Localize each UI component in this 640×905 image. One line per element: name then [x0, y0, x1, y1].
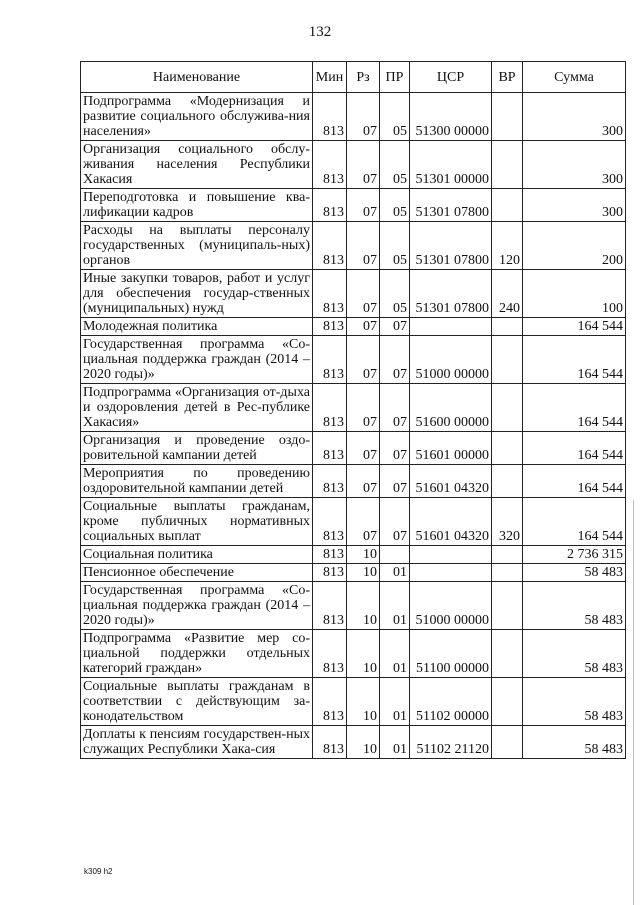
page-number: 132	[308, 24, 332, 40]
cell-sum: 58 483	[523, 726, 626, 759]
cell-name: Социальные выплаты гражданам, кроме публичных нормативных социальных выплат	[81, 498, 313, 546]
table-row	[81, 222, 626, 270]
cell-min: 813	[313, 726, 347, 759]
cell-csr: 51301 07800	[410, 222, 492, 270]
cell-min: 813	[313, 270, 347, 318]
cell-pr: 07	[380, 465, 410, 498]
cell-name: Государственная программа «Со-циальная поддержка граждан (2014 – 2020 годы)»	[81, 336, 313, 384]
table-row	[81, 678, 626, 726]
cell-min: 813	[313, 630, 347, 678]
cell-sum: 164 544	[523, 336, 626, 384]
cell-name: Доплаты к пенсиям государствен-ных служащих Республики Хака-сия	[81, 726, 313, 759]
cell-name: Подпрограмма «Развитие мер со-циальной поддержки отдельных категорий граждан»	[81, 630, 313, 678]
cell-csr: 51301 00000	[410, 141, 492, 189]
cell-rz: 07	[347, 432, 380, 465]
cell-pr: 05	[380, 93, 410, 141]
cell-min: 813	[313, 582, 347, 630]
cell-pr: 05	[380, 189, 410, 222]
header-vr: ВР	[492, 62, 523, 93]
cell-name: Мероприятия по проведению оздоровительной кампании детей	[81, 465, 313, 498]
cell-name: Организация социального обслу-живания населения Республики Хакасия	[81, 141, 313, 189]
cell-csr: 51601 00000	[410, 432, 492, 465]
cell-csr: 51000 00000	[410, 336, 492, 384]
cell-rz: 07	[347, 270, 380, 318]
cell-vr: 120	[492, 222, 523, 270]
cell-rz: 10	[347, 582, 380, 630]
cell-vr	[492, 564, 523, 582]
cell-rz: 07	[347, 336, 380, 384]
cell-rz: 07	[347, 384, 380, 432]
cell-name: Организация и проведение оздо-ровительной кампании детей	[81, 432, 313, 465]
cell-vr	[492, 141, 523, 189]
cell-vr	[492, 582, 523, 630]
cell-sum: 58 483	[523, 582, 626, 630]
budget-table	[80, 61, 626, 759]
cell-min: 813	[313, 465, 347, 498]
cell-csr: 51301 07800	[410, 270, 492, 318]
cell-name: Подпрограмма «Модернизация и развитие социального обслужива-ния населения»	[81, 93, 313, 141]
cell-csr: 51102 00000	[410, 678, 492, 726]
cell-csr	[410, 318, 492, 336]
cell-rz: 10	[347, 678, 380, 726]
scan-edge-line	[633, 500, 634, 905]
cell-min: 813	[313, 189, 347, 222]
table-row	[81, 630, 626, 678]
cell-rz: 07	[347, 498, 380, 546]
cell-min: 813	[313, 141, 347, 189]
table-row	[81, 498, 626, 546]
cell-sum: 2 736 315	[523, 546, 626, 564]
cell-csr: 51000 00000	[410, 582, 492, 630]
cell-pr: 07	[380, 498, 410, 546]
table-row	[81, 384, 626, 432]
cell-vr: 320	[492, 498, 523, 546]
cell-vr	[492, 678, 523, 726]
header-pr: ПР	[380, 62, 410, 93]
cell-min: 813	[313, 93, 347, 141]
cell-min: 813	[313, 564, 347, 582]
cell-pr: 01	[380, 726, 410, 759]
table-row	[81, 432, 626, 465]
cell-sum: 300	[523, 141, 626, 189]
cell-name: Пенсионное обеспечение	[81, 564, 313, 582]
cell-min: 813	[313, 678, 347, 726]
cell-name: Государственная программа «Со-циальная поддержка граждан (2014 – 2020 годы)»	[81, 582, 313, 630]
cell-min: 813	[313, 498, 347, 546]
cell-pr: 07	[380, 432, 410, 465]
cell-rz: 07	[347, 141, 380, 189]
cell-pr: 07	[380, 384, 410, 432]
cell-sum: 164 544	[523, 384, 626, 432]
cell-pr: 05	[380, 222, 410, 270]
cell-min: 813	[313, 222, 347, 270]
table-row	[81, 465, 626, 498]
cell-name: Социальная политика	[81, 546, 313, 564]
header-rz: Рз	[347, 62, 380, 93]
cell-vr	[492, 546, 523, 564]
cell-pr: 07	[380, 336, 410, 384]
table-row	[81, 141, 626, 189]
table-row	[81, 318, 626, 336]
cell-csr: 51600 00000	[410, 384, 492, 432]
cell-name: Расходы на выплаты персоналу государственных (муниципаль-ных) органов	[81, 222, 313, 270]
cell-vr	[492, 93, 523, 141]
cell-csr	[410, 546, 492, 564]
cell-pr	[380, 546, 410, 564]
table-header-row	[81, 62, 626, 93]
cell-csr: 51601 04320	[410, 465, 492, 498]
cell-sum: 58 483	[523, 678, 626, 726]
cell-name: Подпрограмма «Организация от-дыха и оздоровления детей в Рес-публике Хакасия»	[81, 384, 313, 432]
cell-sum: 164 544	[523, 432, 626, 465]
cell-vr	[492, 318, 523, 336]
footer-code: k309 h2	[84, 867, 113, 876]
cell-csr: 51100 00000	[410, 630, 492, 678]
cell-min: 813	[313, 318, 347, 336]
cell-sum: 300	[523, 93, 626, 141]
cell-csr: 51301 07800	[410, 189, 492, 222]
cell-sum: 164 544	[523, 465, 626, 498]
header-sum: Сумма	[523, 62, 626, 93]
cell-vr	[492, 465, 523, 498]
cell-vr	[492, 336, 523, 384]
cell-csr: 51102 21120	[410, 726, 492, 759]
cell-pr: 01	[380, 630, 410, 678]
cell-name: Иные закупки товаров, работ и услуг для обеспечения государ-ственных (муниципальных) нужд	[81, 270, 313, 318]
table-row	[81, 726, 626, 759]
table-row	[81, 93, 626, 141]
cell-vr	[492, 630, 523, 678]
cell-rz: 10	[347, 726, 380, 759]
cell-min: 813	[313, 546, 347, 564]
header-name: Наименование	[81, 62, 313, 93]
cell-pr: 01	[380, 582, 410, 630]
table-row	[81, 189, 626, 222]
header-min: Мин	[313, 62, 347, 93]
cell-pr: 01	[380, 678, 410, 726]
table-row	[81, 582, 626, 630]
cell-rz: 07	[347, 93, 380, 141]
cell-pr: 07	[380, 318, 410, 336]
cell-sum: 164 544	[523, 498, 626, 546]
cell-pr: 05	[380, 141, 410, 189]
cell-sum: 58 483	[523, 630, 626, 678]
cell-sum: 164 544	[523, 318, 626, 336]
table-row	[81, 336, 626, 384]
cell-rz: 10	[347, 630, 380, 678]
cell-csr: 51601 04320	[410, 498, 492, 546]
cell-csr: 51300 00000	[410, 93, 492, 141]
cell-rz: 07	[347, 189, 380, 222]
cell-pr: 05	[380, 270, 410, 318]
cell-vr	[492, 726, 523, 759]
cell-vr	[492, 432, 523, 465]
table-row	[81, 546, 626, 564]
table-row	[81, 270, 626, 318]
cell-vr: 240	[492, 270, 523, 318]
table-row	[81, 564, 626, 582]
cell-csr	[410, 564, 492, 582]
cell-sum: 200	[523, 222, 626, 270]
cell-min: 813	[313, 336, 347, 384]
cell-sum: 100	[523, 270, 626, 318]
cell-rz: 07	[347, 318, 380, 336]
cell-name: Молодежная политика	[81, 318, 313, 336]
cell-rz: 07	[347, 222, 380, 270]
cell-min: 813	[313, 432, 347, 465]
cell-rz: 10	[347, 546, 380, 564]
cell-vr	[492, 189, 523, 222]
cell-min: 813	[313, 384, 347, 432]
cell-sum: 300	[523, 189, 626, 222]
cell-pr: 01	[380, 564, 410, 582]
table-body	[81, 93, 626, 759]
cell-sum: 58 483	[523, 564, 626, 582]
cell-rz: 07	[347, 465, 380, 498]
header-csr: ЦСР	[410, 62, 492, 93]
cell-vr	[492, 384, 523, 432]
cell-rz: 10	[347, 564, 380, 582]
cell-name: Социальные выплаты гражданам в соответствии с действующим за-конодательством	[81, 678, 313, 726]
cell-name: Переподготовка и повышение ква-лификации кадров	[81, 189, 313, 222]
